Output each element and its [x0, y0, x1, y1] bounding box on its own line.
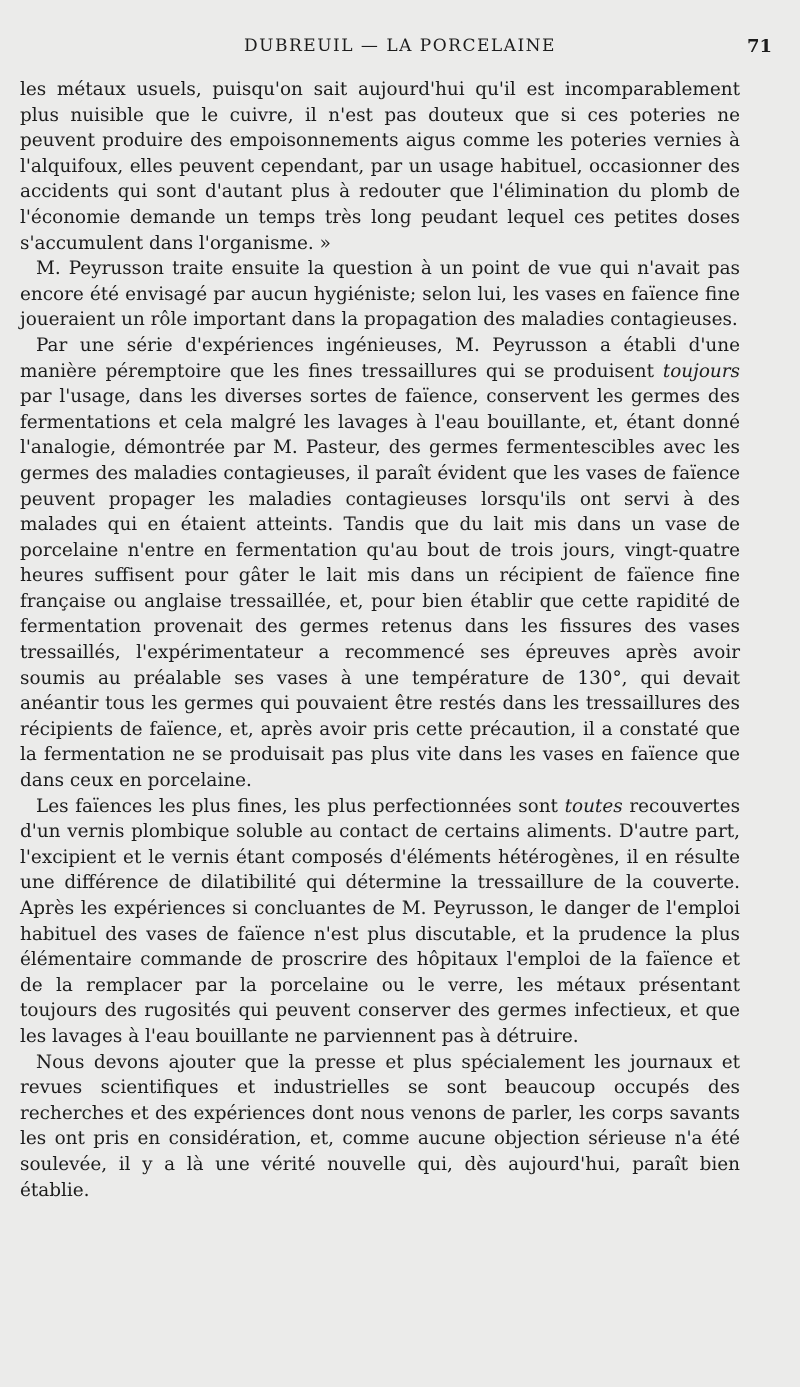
paragraph-3-emphasis: toujours	[662, 360, 740, 382]
body-text	[20, 77, 740, 1203]
paragraph-4	[20, 794, 740, 1050]
running-title: DUBREUIL — LA PORCELAINE	[244, 36, 556, 56]
paragraph-3	[20, 333, 740, 794]
paragraph-3-part-1: Par une série d'expériences ingénieuses, M. Peyrusson a établi d'une manière péremptoire que les fines tressaillures qui se produisent	[20, 334, 740, 382]
paragraph-1: les métaux usuels, puisqu'on sait aujourd'hui qu'il est incomparablement plus nuisible que le cuivre, il n'est pas douteux que si ces poteries ne peuvent produire des empoisonnements aigus comme les poteries vernies à l'alquifoux, elles peuvent cependant, par un usage habituel, occasionner des accidents qui sont d'autant plus à redouter que l'élimination du plomb de l'économie demande un temps très long peudant lequel ces petites doses s'accumulent dans l'organisme. »	[20, 79, 740, 254]
running-head	[20, 36, 780, 60]
paragraph-4-part-1: Les faïences les plus fines, les plus perfectionnées sont	[36, 795, 565, 817]
paragraph-4-emphasis: toutes	[564, 795, 623, 817]
paragraph-5: Nous devons ajouter que la presse et plus spécialement les journaux et revues scientifiques et industrielles se sont beaucoup occupés des recherches et des expériences dont nous venons de parler, les corps savants les ont pris en considération, et, comme aucune objection sérieuse n'a été soulevée, il y a là une vérité nouvelle qui, dès aujourd'hui, paraît bien établie.	[20, 1051, 740, 1201]
paragraph-2: M. Peyrusson traite ensuite la question à un point de vue qui n'avait pas encore été envisagé par aucun hygiéniste; selon lui, les vases en faïence fine joueraient un rôle important dans la propagation des maladies contagieuses.	[20, 258, 740, 331]
paragraph-4-part-2: recouvertes d'un vernis plombique soluble au contact de certains aliments. D'autre part, l'excipient et le vernis étant composés d'éléments hétérogènes, il en résulte une différence de dilatibilité qui détermine la tressaillure de la couverte. Après les expériences si concluantes de M. Peyrusson, le danger de l'emploi habituel des vases de faïence n'est plus discutable, et la prudence la plus élémentaire commande de proscrire des hôpitaux l'emploi de la faïence et de la remplacer par la porcelaine ou le verre, les métaux présentant toujours des rugosités qui peuvent conserver des germes infectieux, et que les lavages à l'eau bouillante ne parviennent pas à détruire.	[20, 795, 741, 1047]
paragraph-3-part-2: par l'usage, dans les diverses sortes de faïence, conservent les germes des fermentations et cela malgré les lavages à l'eau bouillante, et, étant donné l'analogie, démontrée par M. Pasteur, des germes fermentescibles avec les germes des maladies contagieuses, il paraît évident que les vases de faïence peuvent propager les maladies contagieuses lorsqu'ils ont servi à des malades qui en étaient atteints. Tandis que du lait mis dans un vase de porcelaine n'entre en fermentation qu'au bout de trois jours, vingt-quatre heures suffisent pour gâter le lait mis dans un récipient de faïence fine française ou anglaise tressaillée, et, pour bien établir que cette rapidité de fermentation provenait des germes retenus dans les fissures des vases tressaillés, l'expérimentateur a recommencé ses épreuves après avoir soumis au préalable ses vases à une température de 130°, qui devait anéantir tous les germes qui pouvaient être restés dans les tressaillures des récipients de faïence, et, après avoir pris cette précaution, il a constaté que la fermentation ne se produisait pas plus vite dans les vases en faïence que dans ceux en porcelaine.	[20, 386, 740, 792]
page-number: 71	[746, 36, 772, 57]
